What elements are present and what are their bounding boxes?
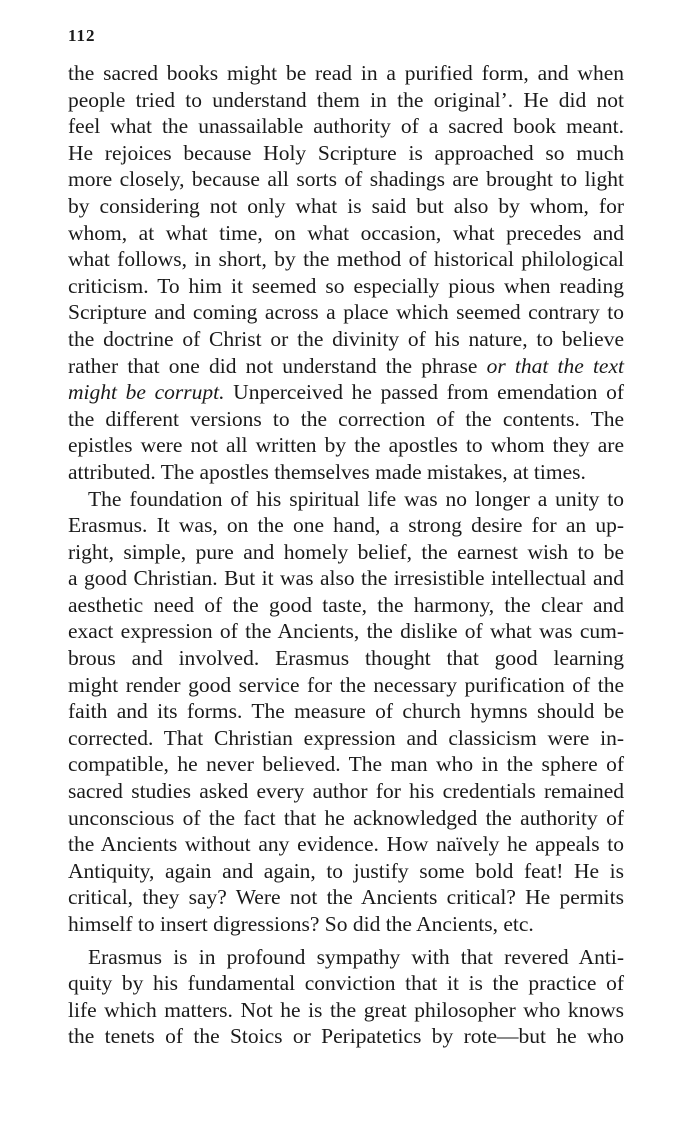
text-line-13 [68, 379, 624, 406]
text-line-15: epistles were not all written by the apostles to whom they are [68, 433, 624, 458]
text-line-22: exact expression of the Ancients, the dislike of what was cum- [68, 619, 624, 644]
text-line-21: aesthetic need of the good taste, the harmony, the clear and [68, 592, 624, 617]
text-line-12 [68, 353, 624, 380]
page-number: 112 [68, 26, 96, 45]
text-line-4: He rejoices because Holy Scripture is approached so much [68, 140, 624, 165]
text-line-11: the doctrine of Christ or the divinity of his nature, to believe [68, 326, 624, 351]
text-line-20: a good Christian. But it was also the irresistible intellectual and [68, 566, 624, 591]
text-line-12-italic: or that the text [486, 353, 624, 378]
text-line-14: the different versions to the correction of the contents. The [68, 406, 624, 431]
text-line-26: corrected. That Christian expression and classicism were in- [68, 725, 624, 750]
text-line-23: brous and involved. Erasmus thought that good learning [68, 646, 624, 671]
text-line-32: critical, they say? Were not the Ancients critical? He permits [68, 885, 624, 910]
body-text [68, 60, 624, 1050]
text-line-8: what follows, in short, by the method of historical philological [68, 247, 624, 272]
text-line-29: unconscious of the fact that he acknowledged the authority of [68, 805, 624, 830]
text-line-19: right, simple, pure and homely belief, the earnest wish to be [68, 539, 624, 564]
text-line-25: faith and its forms. The measure of church hymns should be [68, 699, 624, 724]
text-line-1: the sacred books might be read in a purified form, and when [68, 61, 624, 85]
text-line-37: the tenets of the Stoics or Peripatetics by rote—but he who [68, 1024, 624, 1049]
text-line-34: Erasmus is in profound sympathy with that revered Anti- [88, 944, 624, 969]
text-line-17: The foundation of his spiritual life was no longer a unity to [88, 486, 624, 511]
text-line-36: life which matters. Not he is the great philosopher who knows [68, 997, 624, 1022]
text-line-27: compatible, he never believed. The man who in the sphere of [68, 752, 624, 777]
text-line-28: sacred studies asked every author for his credentials remained [68, 779, 624, 804]
text-line-10: Scripture and coming across a place which seemed contrary to [68, 300, 624, 325]
text-line-12-roman: rather that one did not understand the phrase [68, 353, 487, 378]
text-line-3: feel what the unassailable authority of a sacred book meant. [68, 114, 624, 139]
text-line-2: people tried to understand them in the original’. He did not [68, 87, 624, 112]
text-line-7: whom, at what time, on what occasion, what precedes and [68, 220, 624, 245]
text-line-31: Antiquity, again and again, to justify some bold feat! He is [68, 858, 624, 883]
text-line-16: attributed. The apostles themselves made mistakes, at times. [68, 459, 586, 484]
text-line-13-roman: Unperceived he passed from emendation of [224, 380, 624, 405]
text-line-13-italic: might be corrupt. [68, 380, 225, 405]
text-line-35: quity by his fundamental conviction that it is the practice of [68, 971, 624, 996]
text-line-24: might render good service for the necessary purification of the [68, 672, 624, 697]
text-line-9: criticism. To him it seemed so especially pious when reading [68, 273, 624, 298]
text-line-6: by considering not only what is said but also by whom, for [68, 193, 624, 218]
text-line-33: himself to insert digressions? So did the Ancients, etc. [68, 912, 534, 936]
text-line-30: the Ancients without any evidence. How naïvely he appeals to [68, 832, 624, 857]
text-line-18: Erasmus. It was, on the one hand, a strong desire for an up- [68, 513, 624, 538]
text-line-5: more closely, because all sorts of shadings are brought to light [68, 167, 624, 192]
